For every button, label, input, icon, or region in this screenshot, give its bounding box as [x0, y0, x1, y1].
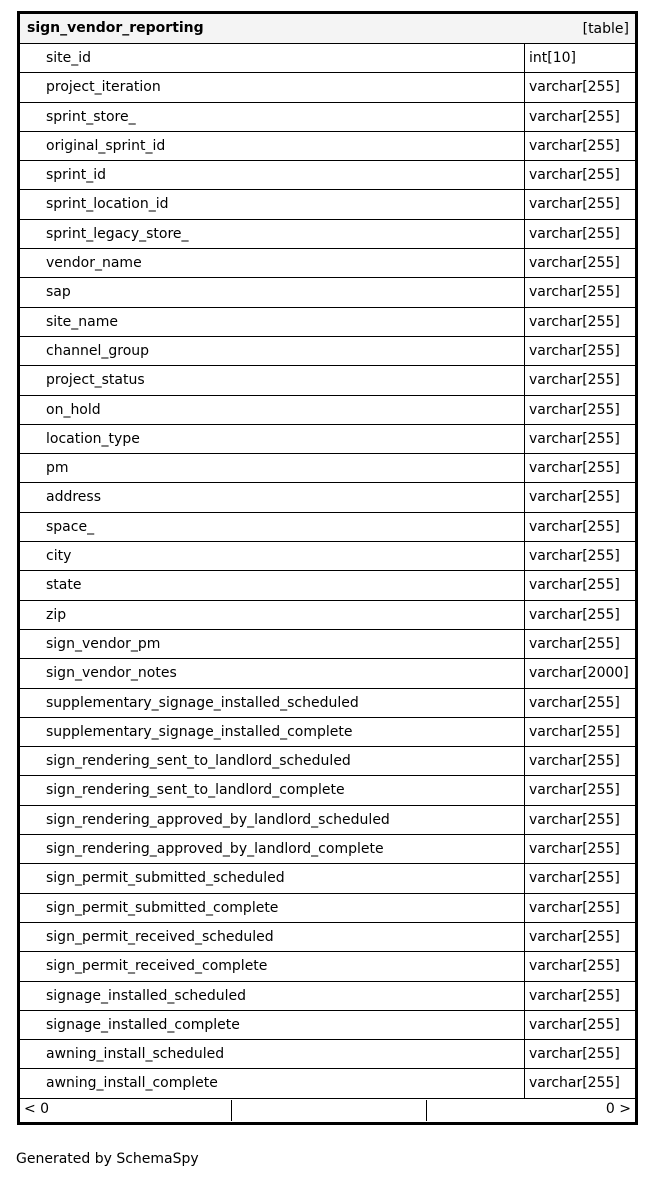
table-entity: [17, 11, 638, 1125]
column-type: varchar[255]: [524, 366, 635, 394]
column-row[interactable]: [20, 103, 635, 132]
column-type: varchar[255]: [524, 190, 635, 218]
column-row[interactable]: [20, 982, 635, 1011]
column-name: sign_permit_submitted_scheduled: [46, 870, 285, 887]
column-type: varchar[255]: [524, 132, 635, 160]
column-type: varchar[255]: [524, 278, 635, 306]
column-row[interactable]: [20, 835, 635, 864]
column-type: varchar[255]: [524, 103, 635, 131]
column-name: vendor_name: [46, 255, 142, 272]
column-row[interactable]: [20, 366, 635, 395]
column-type: varchar[255]: [524, 718, 635, 746]
column-row[interactable]: [20, 425, 635, 454]
column-name: space_: [46, 518, 95, 535]
column-type: varchar[255]: [524, 601, 635, 629]
column-name: channel_group: [46, 342, 150, 359]
column-row[interactable]: [20, 923, 635, 952]
column-type: varchar[255]: [524, 337, 635, 365]
column-row[interactable]: [20, 864, 635, 893]
column-type: varchar[255]: [524, 630, 635, 658]
column-row[interactable]: [20, 630, 635, 659]
column-row[interactable]: [20, 73, 635, 102]
column-type: varchar[2000]: [524, 659, 635, 687]
column-type: varchar[255]: [524, 1011, 635, 1039]
column-name: sap: [46, 284, 71, 301]
column-name: site_name: [46, 313, 118, 330]
column-type: varchar[255]: [524, 923, 635, 951]
column-name: sprint_store_: [46, 108, 136, 125]
column-name: state: [46, 577, 82, 594]
column-name: pm: [46, 460, 69, 477]
column-type: varchar[255]: [524, 776, 635, 804]
column-name: sprint_location_id: [46, 196, 169, 213]
column-type: varchar[255]: [524, 571, 635, 599]
column-type: varchar[255]: [524, 689, 635, 717]
column-name: zip: [46, 606, 67, 623]
column-name: sprint_legacy_store_: [46, 225, 189, 242]
column-name: sign_vendor_notes: [46, 665, 177, 682]
column-row[interactable]: [20, 601, 635, 630]
table-footer: [20, 1099, 635, 1122]
column-name: sign_permit_received_complete: [46, 958, 268, 975]
column-type: varchar[255]: [524, 483, 635, 511]
column-type: varchar[255]: [524, 806, 635, 834]
column-type: varchar[255]: [524, 425, 635, 453]
column-name: sign_vendor_pm: [46, 635, 161, 652]
column-name: sign_permit_received_scheduled: [46, 928, 274, 945]
column-name: signage_installed_complete: [46, 1016, 240, 1033]
column-type: varchar[255]: [524, 894, 635, 922]
column-name: sign_rendering_sent_to_landlord_complete: [46, 782, 345, 799]
column-name: sign_rendering_approved_by_landlord_complete: [46, 841, 384, 858]
column-row[interactable]: [20, 220, 635, 249]
column-row[interactable]: [20, 776, 635, 805]
column-row[interactable]: [20, 806, 635, 835]
column-row[interactable]: [20, 747, 635, 776]
column-name: city: [46, 548, 72, 565]
column-row[interactable]: [20, 1040, 635, 1069]
column-type: varchar[255]: [524, 542, 635, 570]
column-name: project_iteration: [46, 79, 161, 96]
column-row[interactable]: [20, 718, 635, 747]
table-name[interactable]: sign_vendor_reporting: [27, 20, 204, 36]
column-name: sign_rendering_approved_by_landlord_scheduled: [46, 811, 390, 828]
column-name: awning_install_scheduled: [46, 1046, 225, 1063]
footer-divider: [426, 1100, 427, 1121]
generated-by-text: Generated by SchemaSpy: [16, 1151, 199, 1167]
column-row[interactable]: [20, 689, 635, 718]
column-type: varchar[255]: [524, 513, 635, 541]
column-type: varchar[255]: [524, 220, 635, 248]
column-row[interactable]: [20, 278, 635, 307]
column-row[interactable]: [20, 396, 635, 425]
column-row[interactable]: [20, 571, 635, 600]
table-kind: [table]: [582, 21, 629, 37]
table-header: [20, 14, 635, 44]
column-type: varchar[255]: [524, 835, 635, 863]
column-name: sign_rendering_sent_to_landlord_scheduled: [46, 753, 351, 770]
column-row[interactable]: [20, 1011, 635, 1040]
column-row[interactable]: [20, 161, 635, 190]
column-row[interactable]: [20, 542, 635, 571]
column-type: varchar[255]: [524, 454, 635, 482]
column-type: varchar[255]: [524, 982, 635, 1010]
column-row[interactable]: [20, 952, 635, 981]
column-row[interactable]: [20, 483, 635, 512]
column-type: varchar[255]: [524, 396, 635, 424]
column-name: sprint_id: [46, 167, 106, 184]
footer-divider: [231, 1100, 232, 1121]
column-name: supplementary_signage_installed_scheduled: [46, 694, 359, 711]
column-row[interactable]: [20, 132, 635, 161]
column-name: site_id: [46, 50, 92, 66]
column-name: project_status: [46, 372, 145, 389]
column-type: varchar[255]: [524, 249, 635, 277]
column-row[interactable]: [20, 454, 635, 483]
column-type: varchar[255]: [524, 1069, 635, 1097]
column-row[interactable]: [20, 44, 635, 73]
column-row[interactable]: [20, 249, 635, 278]
column-type: varchar[255]: [524, 952, 635, 980]
column-row[interactable]: [20, 894, 635, 923]
column-name: supplementary_signage_installed_complete: [46, 723, 353, 740]
column-name: on_hold: [46, 401, 101, 418]
column-row[interactable]: [20, 513, 635, 542]
column-name: sign_permit_submitted_complete: [46, 899, 279, 916]
column-type: varchar[255]: [524, 1040, 635, 1068]
column-list: [20, 44, 635, 1099]
column-row[interactable]: [20, 659, 635, 688]
child-count[interactable]: 0 >: [605, 1101, 631, 1117]
column-row[interactable]: [20, 337, 635, 366]
column-type: varchar[255]: [524, 308, 635, 336]
column-name: original_sprint_id: [46, 137, 166, 154]
column-name: awning_install_complete: [46, 1075, 218, 1092]
column-name: location_type: [46, 430, 140, 447]
column-name: address: [46, 489, 102, 506]
column-name: signage_installed_scheduled: [46, 987, 247, 1004]
column-type: varchar[255]: [524, 864, 635, 892]
column-type: int[10]: [524, 44, 635, 72]
parent-count[interactable]: < 0: [24, 1101, 50, 1117]
column-type: varchar[255]: [524, 161, 635, 189]
column-type: varchar[255]: [524, 747, 635, 775]
column-type: varchar[255]: [524, 73, 635, 101]
column-row[interactable]: [20, 1069, 635, 1098]
column-row[interactable]: [20, 308, 635, 337]
column-row[interactable]: [20, 190, 635, 219]
